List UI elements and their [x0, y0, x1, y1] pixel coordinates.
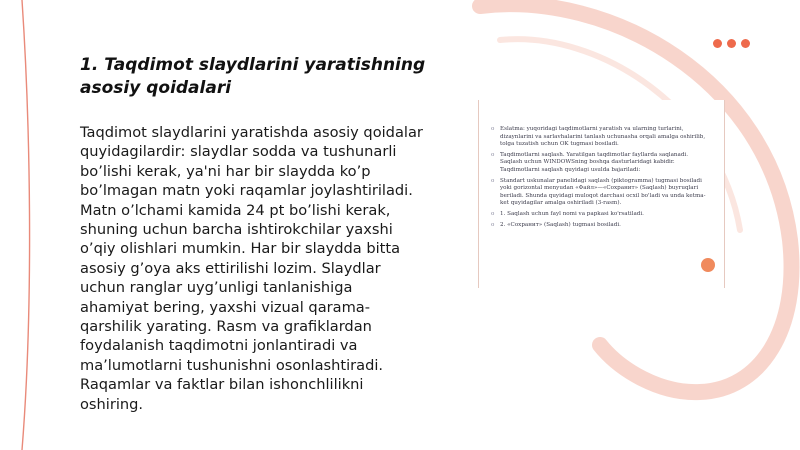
bullet-icon: o [491, 126, 495, 132]
list-item: o Taqdimotlarni saqlash. Yaratilgan taqdimotlar fayllarda saqlanadi. Saqlash uchun WINDOWSning boshqa dasturlaridagi kabidir. Taqdimotlarni saqlash quyidagi usulda bajariladi: [491, 151, 689, 173]
list-item: o 2. «Сохранит» (Saqlash) tugmasi bosiladi. [491, 221, 621, 228]
bullet-icon: o [491, 177, 495, 184]
dot-icon [713, 39, 722, 48]
embedded-screenshot [478, 100, 725, 288]
list-item: o 1. Saqlash uchun fayl nomi va papkasi ko'rsatiladi. [491, 210, 644, 217]
bullet-icon: o [491, 221, 495, 228]
left-curve-line [22, 0, 30, 450]
slide-body-text: Taqdimot slaydlarini yaratishda asosiy qoidalar quyidagilardir: slaydlar sodda va tushunarli bo’lishi kerak, ya'ni har bir slaydda ko’p bo’lmagan matn yoki raqamlar joylashtiriladi. Matn o’lchami kamida 24 pt bo’lishi kerak, shuning uchun barcha ishtirokchilar yaxshi o’qiy olishlari mumkin. Har bir slaydda bitta asosiy g’oya aks ettirilishi lozim. Slaydlar uchun ranglar uyg’unligi tanlanishiga ahamiyat bering, yaxshi vizual qarama-qarshilik yarating. Rasm va grafiklardan foydalanish taqdimotni jonlantiradi va ma’lumotlarni tushunishni osonlashtiradi. Raqamlar va faktlar bilan ishonchlilikni oshiring. [80, 124, 423, 413]
bullet-icon: o [491, 210, 495, 217]
slide-title: 1. Taqdimot slaydlarini yaratishning asosiy qoidalari [80, 55, 426, 98]
bullet-icon: o [491, 151, 495, 158]
screenshot-bullet-list [479, 100, 724, 229]
list-item: o Eslatma: yuqoridagi taqdimotlarni yaratish va ularning turlarini, dizaynlarini va sarlavhalarini tanlash uchunasha orqali amalga oshirilib, tolga tuzatish uchun OK tugmasi bosiladi. [491, 126, 706, 148]
list-item: o Standart uskunalar panelidagi saqlash (piktogramma) tugmasi bosiladi yoki gorizontal menyudan «Файл»—«Сохранит» (Saqlash) buyruqlari beriladi. Shunda quyidagi muloqot darchasi ocxil bo'ladi va unda ketma-ket quyidagilar amalga oshiriladi (3-rasm). [491, 177, 706, 207]
decorative-dots [713, 39, 750, 48]
orange-circle-icon [701, 258, 715, 272]
dot-icon [741, 39, 750, 48]
dot-icon [727, 39, 736, 48]
